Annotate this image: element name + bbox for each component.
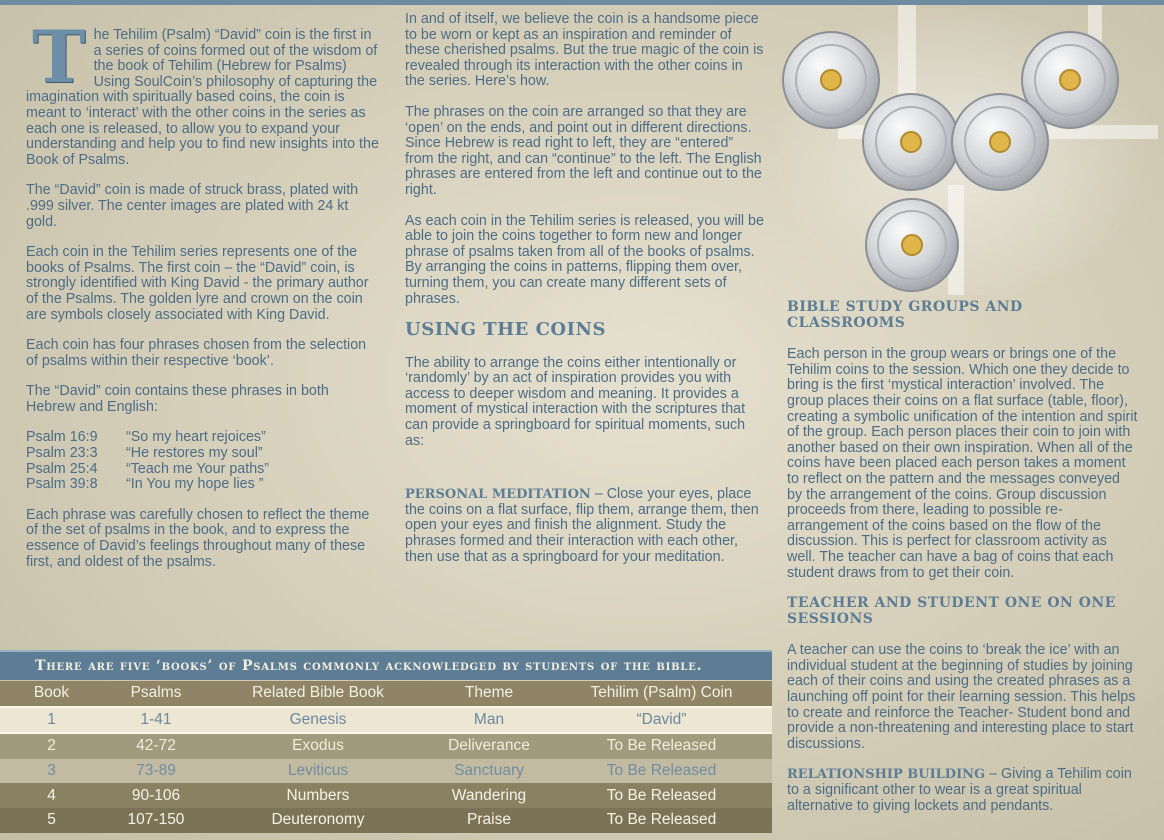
table-cell: 107-150 [127,811,185,829]
table-cell: 5 [47,811,56,829]
teacher-student-paragraph: A teacher can use the coins to ‘break the ice’ with an individual student at the beginning of studies by joining each of their coins and using the created phrases as a launching off point for their learning session. This helps to create and reinforce the Teacher- Student bond and provide a non-threatening and interesting place to start discussions. [787,642,1136,752]
intro-text: he Tehilim (Psalm) “David” coin is the first in a series of coins formed out of the wisdom of the book of Tehilim (Hebrew for Psalms) Using SoulCoin’s philosophy of capturing the imagination with spiritually based coins, the coin is meant to ‘interact’ with the other coins in the series as each one is released, to allow you to expand your understanding and help you to find new insights into the Book of Psalms. [26,27,379,168]
column-usage [405,12,765,580]
coin [783,32,879,128]
table-cell: 90-106 [131,786,181,804]
psalm-ref: Psalm 16:9 [26,429,98,446]
table-row [0,706,772,735]
intro-paragraph [26,14,382,168]
bible-study-paragraph: Each person in the group wears or brings one of the Tehilim coins to the session. Which one they decide to bring is the first ‘mystical interaction’ involved. The group places their coins on a flat surface (table, floor), creating a symbolic unification of the intention and spirit of the group. Each person places their coin to join with another based on their own inspiration. When all of the coins have been placed each person takes a moment to reflect on the pattern and the messages conveyed by the arrangement of the coins. Group discussion proceeds from there, leading to possible re-arrangement of the coins based on the flow of the discussion. This is perfect for classroom activity as well. The teacher can have a bag of coins that each student draws from to get their coin. [787,346,1138,581]
table-cell: Deuteronomy [271,811,365,829]
table-header-row [0,681,772,706]
table-cell: To Be Released [606,786,717,804]
table-cell: Praise [467,811,511,829]
psalm-phrase: “In You my hope lies ” [126,476,264,493]
table-cell: Genesis [289,710,347,728]
table-cell: “David” [636,710,687,728]
coin [866,199,958,291]
column-groups [787,300,1139,829]
table-cell: 73-89 [136,762,176,780]
table-cell: 4 [47,786,56,804]
table-cell: Sanctuary [454,762,524,780]
phrases-paragraph: Each coin has four phrases chosen from the selection of psalms within their respective ‘book’. [26,337,367,369]
table-row [0,759,772,784]
series-paragraph: Each coin in the Tehilim series represents one of the books of Psalms. The first coin – the “David” coin, is strongly identified with King David - the primary author of the Psalms. The golden lyre and crown on the coin are symbols closely associated with King David. [26,244,369,323]
psalm-phrase: “He restores my soul” [126,445,263,462]
handsome-paragraph: In and of itself, we believe the coin is a handsome piece to be worn or kept as an inspiration and reminder of these cherished psalms. But the true magic of the coin is revealed through its interaction with the other coins in the series. Here’s how. [405,11,764,90]
psalm-row [26,462,382,478]
psalm-phrase: “Teach me Your paths” [126,460,270,477]
psalm-ref: Psalm 23:3 [26,445,98,462]
table-row [0,783,772,808]
coins-illustration [778,5,1158,295]
table-row [0,734,772,759]
coin [863,94,959,190]
psalm-ref: Psalm 25:4 [26,460,98,477]
table-cell: Numbers [286,786,350,804]
bible-study-heading: BIBLE STUDY GROUPS AND CLASSROOMS [787,299,1023,331]
arrangement-paragraph: The phrases on the coin are arranged so that they are ‘open’ on the ends, and point out in different directions. Since Hebrew is read right to left, they are “entered” from the right, and can “continue” to the left. The English phrases are entered from the left and continue out to the right. [405,103,762,198]
table-cell: To Be Released [606,737,717,755]
table-cell: Wandering [451,786,527,804]
psalm-row [26,477,382,493]
psalm-row [26,430,382,446]
table-cell: Exodus [292,737,344,755]
table-cell: Deliverance [448,737,530,755]
table-cell: To Be Released [606,811,717,829]
table-cell: 1 [47,710,56,728]
table-cell: 3 [47,762,56,780]
psalm-list [26,430,382,492]
arrange-paragraph: The ability to arrange the coins either intentionally or ‘randomly’ by an act of inspiration provides you with access to deeper wisdom and meaning. It provides a moment of mystical interaction with the scriptures that can provide a springboard for spiritual moments, such as: [405,354,746,449]
table-cell: Leviticus [287,762,349,780]
table-cell: Man [473,710,505,728]
table-banner: There are five ‘books’ of Psalms commonly acknowledged by students of the bible. [0,650,772,680]
psalm-phrase: “So my heart rejoices” [126,429,266,446]
david-phrases-paragraph: The “David” coin contains these phrases in both Hebrew and English: [26,383,329,415]
relationship-heading: RELATIONSHIP BUILDING [787,767,986,783]
psalm-ref: Psalm 39:8 [26,476,98,493]
table-cell: 42-72 [136,737,176,755]
closing-paragraph: Each phrase was carefully chosen to reflect the theme of the set of psalms in the book, and to express the essence of David’s feelings throughout many of these first, and oldest of the psalms. [26,506,370,570]
using-coins-heading: USING THE COINS [405,319,606,341]
series-join-paragraph: As each coin in the Tehilim series is released, you will be able to join the coins together to form new and longer phrase of psalms taken from all of the books of psalms. By arranging the coins in patterns, flipping them over, turning them, you can create many different sets of phrases. [405,212,764,307]
table-cell: To Be Released [606,762,717,780]
meditation-paragraph [405,487,765,565]
teacher-student-heading: TEACHER AND STUDENT ONE ON ONE SESSIONS [787,595,1116,627]
psalm-row [26,446,382,462]
meditation-text: – Close your eyes, place the coins on a flat surface, flip them, arrange them, then open your eyes and finish the alignment. Study the phrases formed and their interaction with each other, then use that as a springboard for your meditation. [405,486,759,565]
table-row [0,808,772,833]
header-cell: Theme [464,684,514,702]
column-intro [26,14,382,585]
plating-paragraph: The “David” coin is made of struck brass, plated with .999 silver. The center images are plated with 24 kt gold. [26,182,359,230]
header-cell: Book [33,684,70,702]
relationship-paragraph [787,767,1139,814]
psalms-table [0,681,772,833]
table-cell: 2 [47,737,56,755]
drop-cap: T [32,14,86,99]
header-cell: Related Bible Book [252,684,384,702]
coin [952,94,1048,190]
meditation-heading: PERSONAL MEDITATION [405,487,591,503]
header-cell: Tehilim (Psalm) Coin [590,684,733,702]
relationship-text: – Giving a Tehilim coin to a significant other to wear is a great spiritual alternative to giving lockets and pendants. [787,766,1132,814]
table-cell: 1-41 [140,710,172,728]
header-cell: Psalms [130,684,182,702]
